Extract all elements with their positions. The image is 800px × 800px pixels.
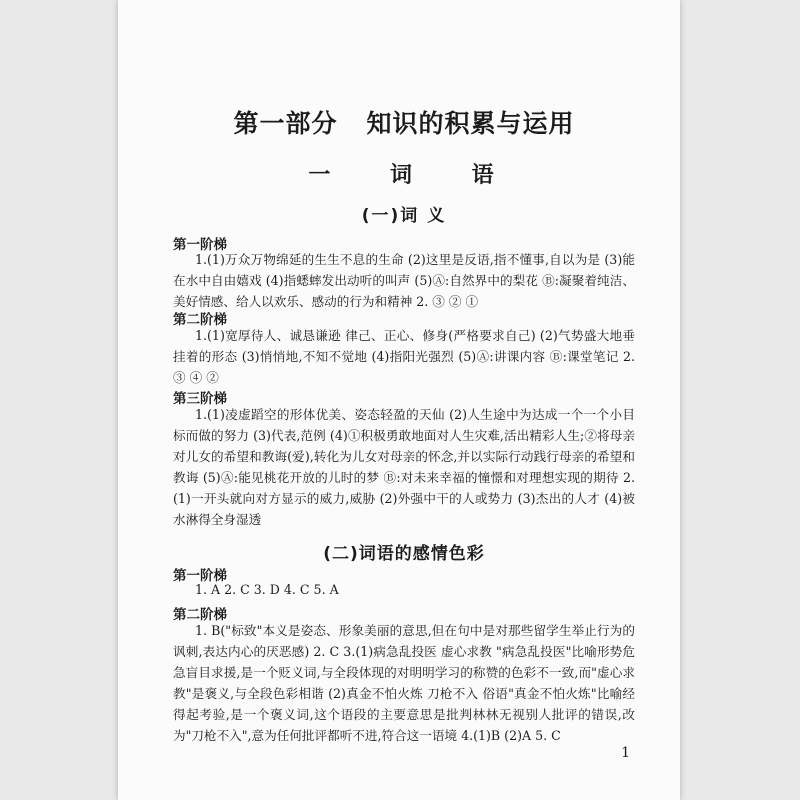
answer-paragraph: 1. B("标致"本义是姿态、形象美丽的意思,但在句中是对那些留学生举止行为的讽刺,表达内心的厌恶感) 2. C 3.(1)病急乱投医 虚心求教 "病急乱投医"比喻形势危急盲目求援,是一个贬义词,与全段体现的对明明学习的称赞的色彩不一致,而"虚心求教"是褒义,与全段色彩相谐 (2)真金不怕火炼 刀枪不入 俗语"真金不怕火炼"比喻经得起考验,是一个褒义词,这个语段的主要意思是批判林林无视别人批评的错误,改为"刀枪不入",意为任何批评都听不进,符合这一语境 4.(1)B (2)A 5. C [173,623,635,743]
step-label: 第二阶梯 [173,312,227,328]
step-label: 第三阶梯 [173,391,227,407]
step-label: 第一阶梯 [173,568,227,584]
step-label: 第二阶梯 [173,607,227,623]
document-page [118,0,680,800]
page-number: 1 [621,745,630,761]
part-title: 第一部分 知识的积累与运用 [233,109,575,138]
section-title-meaning: (一)词 义 [361,206,447,226]
section-title-emotional-color: (二)词语的感情色彩 [323,544,485,564]
step-label: 第一阶梯 [173,237,227,253]
chapter-title: 一 词 语 [308,163,520,188]
answer-paragraph: 1.(1)宽厚待人、诚恳谦逊 律己、正心、修身(严格要求自己) (2)气势盛大地垂挂着的形态 (3)悄悄地,不知不觉地 (4)指阳光强烈 (5)Ⓐ:讲课内容 Ⓑ:课堂笔记 2. ③ ④ ② [173,328,635,385]
answer-paragraph: 1.(1)万众万物绵延的生生不息的生命 (2)这里是反语,指不懂事,自以为是 (3)能在水中自由嬉戏 (4)指蟋蟀发出动听的叫声 (5)Ⓐ:自然界中的梨花 Ⓑ:凝聚着纯洁、美好情感、给人以欢乐、感动的行为和精神 2. ③ ② ① [173,252,635,309]
answer-paragraph: 1.(1)凌虚蹈空的形体优美、姿态轻盈的天仙 (2)人生途中为达成一个一个小目标而做的努力 (3)代表,范例 (4)①积极勇敢地面对人生灾难,活出精彩人生;②将母亲对儿女的希望和教诲(爱),转化为儿女对母亲的怀念,并以实际行动践行母亲的希望和教诲 (5)Ⓐ:能见桃花开放的儿时的梦 Ⓑ:对未来幸福的憧憬和对理想实现的期待 2.(1)一开头就向对方显示的威力,威胁 (2)外强中干的人或势力 (3)杰出的人才 (4)被水淋得全身湿透 [173,407,635,527]
answer-paragraph: 1. A 2. C 3. D 4. C 5. A [195,582,339,597]
